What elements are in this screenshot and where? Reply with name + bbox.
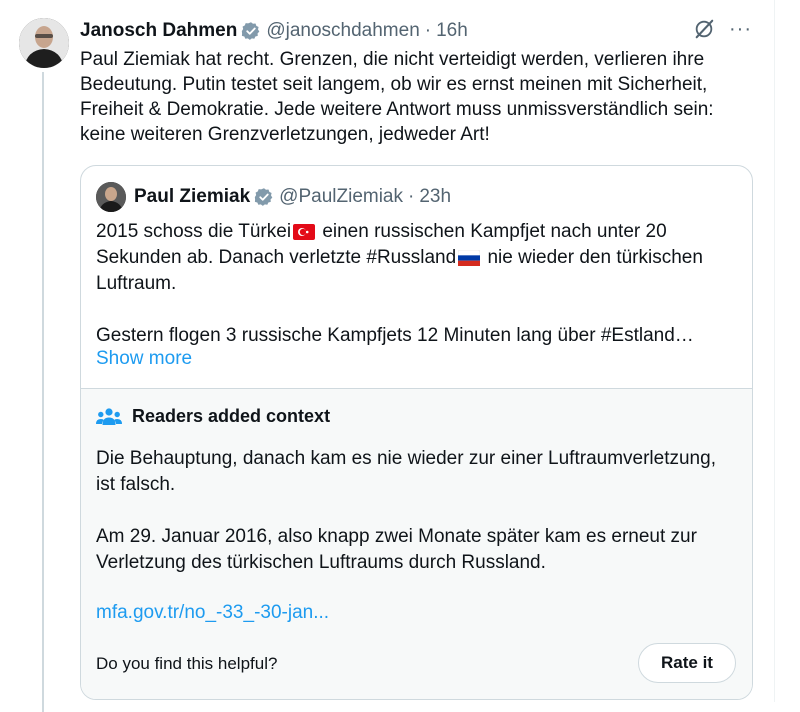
community-note-title: Readers added context	[132, 406, 331, 426]
tweet-text-line: Freiheit & Demokratie. Jede weitere Antwort muss unmissverständlich sein:	[80, 99, 714, 120]
community-note-header	[96, 406, 330, 427]
quoted-text-segment: 2015 schoss die Türkei	[96, 221, 292, 242]
tweet-header	[80, 18, 468, 44]
community-note-paragraph: Am 29. Januar 2016, also knapp zwei Monate später kam es erneut zur Verletzung des türkischen Luftraums durch Russland.	[96, 526, 697, 573]
grok-icon[interactable]	[693, 18, 715, 40]
russia-flag-icon	[458, 250, 480, 266]
thread-connector-line	[42, 72, 44, 712]
quoted-avatar	[96, 182, 126, 212]
tweet-text-line: Bedeutung. Putin testet seit langem, ob wir es ernst meinen mit Sicherheit,	[80, 74, 708, 95]
more-options-icon[interactable]: ···	[729, 18, 752, 40]
tweet-text	[80, 47, 770, 147]
quoted-tweet-header	[96, 184, 451, 210]
quoted-text-line	[96, 297, 746, 323]
avatar[interactable]	[19, 18, 69, 68]
quoted-text-line	[96, 245, 746, 271]
readers-icon	[96, 407, 122, 427]
meta-separator: ·	[424, 20, 432, 41]
community-note	[81, 388, 752, 700]
quoted-author-name[interactable]: Paul Ziemiak	[134, 186, 251, 207]
quoted-tweet-card[interactable]	[80, 165, 753, 700]
turkey-flag-icon	[293, 224, 315, 240]
author-name[interactable]: Janosch Dahmen	[80, 20, 238, 41]
tweet-time[interactable]: 16h	[436, 20, 468, 41]
quoted-tweet-text	[96, 219, 746, 349]
author-handle[interactable]: @janoschdahmen	[266, 20, 420, 41]
quoted-author-handle[interactable]: @PaulZiemiak	[279, 186, 403, 207]
helpful-prompt: Do you find this helpful?	[96, 654, 278, 673]
verified-badge-icon	[241, 21, 261, 41]
quoted-tweet-time[interactable]: 23h	[419, 186, 452, 207]
tweet-actions	[693, 18, 752, 40]
quoted-text-line: Luftraum.	[96, 273, 177, 294]
paragraph-gap	[96, 498, 736, 524]
rate-it-button[interactable]: Rate it	[638, 643, 736, 683]
quoted-text-line	[96, 219, 746, 245]
community-note-paragraph: Die Behauptung, danach kam es nie wieder zur einer Luftraumverletzung, ist falsch.	[96, 448, 716, 495]
tweet-text-line: Paul Ziemiak hat recht. Grenzen, die nicht verteidigt werden, verlieren ihre	[80, 49, 705, 70]
timeline-divider	[774, 0, 775, 702]
community-note-source-link[interactable]: mfa.gov.tr/no_-33_-30-jan...	[96, 602, 330, 623]
quoted-text-segment: einen russischen Kampfjet nach unter 20	[317, 221, 667, 242]
tweet-text-line: keine weiteren Grenzverletzungen, jedweder Art!	[80, 124, 490, 145]
quoted-text-segment: nie wieder den türkischen	[482, 247, 703, 268]
community-note-body	[96, 446, 736, 576]
quoted-text-line: Gestern flogen 3 russische Kampfjets 12 Minuten lang über #Estland…	[96, 325, 694, 346]
verified-badge-icon	[254, 187, 274, 207]
hashtag-russland-link[interactable]: Sekunden ab. Danach verletzte #Russland	[96, 247, 457, 268]
meta-separator: ·	[408, 186, 415, 207]
show-more-link[interactable]: Show more	[96, 348, 193, 369]
